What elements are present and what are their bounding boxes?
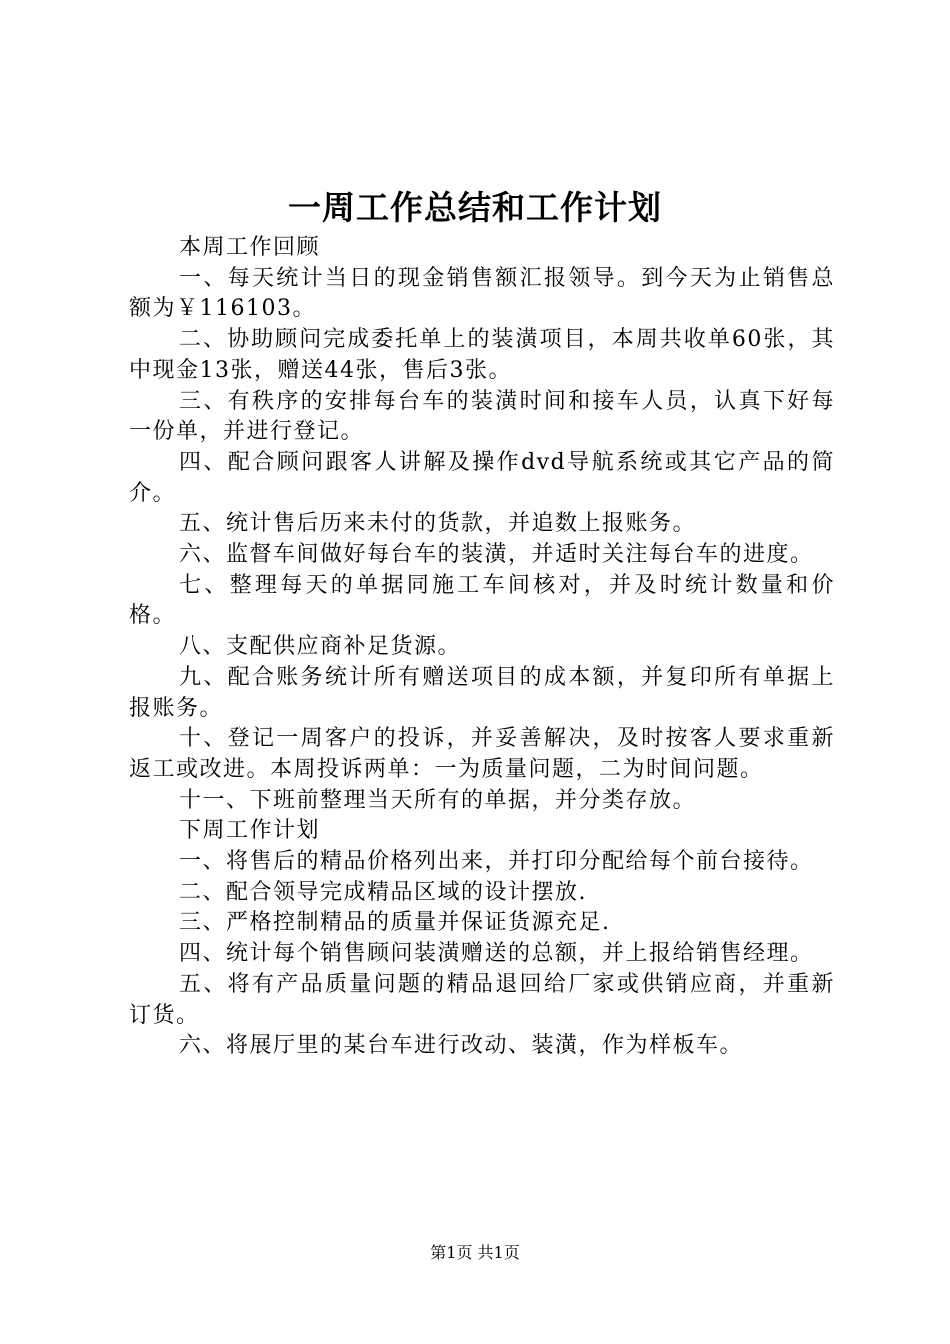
- paragraph-review-item-2: 二、协助顾问完成委托单上的装潢项目，本周共收单60张，其中现金13张，赠送44张，售后3张。: [129, 327, 835, 383]
- paragraph-plan-item-5: 五、将有产品质量问题的精品退回给厂家或供销应商，并重新订货。: [129, 971, 835, 1028]
- paragraph-review-item-5: 五、统计售后历来未付的货款，并追数上报账务。: [179, 511, 697, 537]
- paragraph-plan-item-3: 三、严格控制精品的质量并保证货源充足.: [179, 910, 611, 936]
- paragraph-plan-item-1: 一、将售后的精品价格列出来，并打印分配给每个前台接待。: [179, 849, 814, 875]
- paragraph-review-item-4: 四、配合顾问跟客人讲解及操作dvd导航系统或其它产品的简介。: [129, 449, 835, 506]
- paragraph-review-item-11: 十一、下班前整理当天所有的单据，并分类存放。: [179, 787, 697, 813]
- paragraph-review-item-3: 三、有秩序的安排每台车的装潢时间和接车人员，认真下好每一份单，并进行登记。: [129, 388, 835, 445]
- paragraph-plan-item-2: 二、配合领导完成精品区域的设计摆放.: [179, 879, 587, 905]
- paragraph-review-item-1: 一、每天统计当日的现金销售额汇报领导。到今天为止销售总额为￥116103。: [129, 265, 835, 322]
- paragraph-review-item-10: 十、登记一周客户的投诉，并妥善解决，及时按客人要求重新返工或改进。本周投诉两单：一为质量问题，二为时间问题。: [129, 726, 835, 782]
- document-title: 一周工作总结和工作计划: [288, 188, 662, 227]
- page-number-footer: 第1页 共1页: [430, 1243, 520, 1262]
- paragraph-section-heading-plan: 下周工作计划: [179, 818, 321, 844]
- paragraph-plan-item-4: 四、统计每个销售顾问装潢赠送的总额，并上报给销售经理。: [179, 941, 814, 967]
- paragraph-plan-item-6: 六、将展厅里的某台车进行改动、装潢，作为样板车。: [179, 1033, 744, 1059]
- paragraph-review-item-7: 七、整理每天的单据同施工车间核对，并及时统计数量和价格。: [129, 572, 835, 629]
- paragraph-review-item-8: 八、支配供应商补足货源。: [179, 634, 462, 660]
- paragraph-review-item-6: 六、监督车间做好每台车的装潢，并适时关注每台车的进度。: [179, 542, 814, 568]
- document-body: [129, 233, 835, 1062]
- paragraph-section-heading-review: 本周工作回顾: [179, 235, 321, 260]
- paragraph-review-item-9: 九、配合账务统计所有赠送项目的成本额，并复印所有单据上报账务。: [129, 664, 835, 721]
